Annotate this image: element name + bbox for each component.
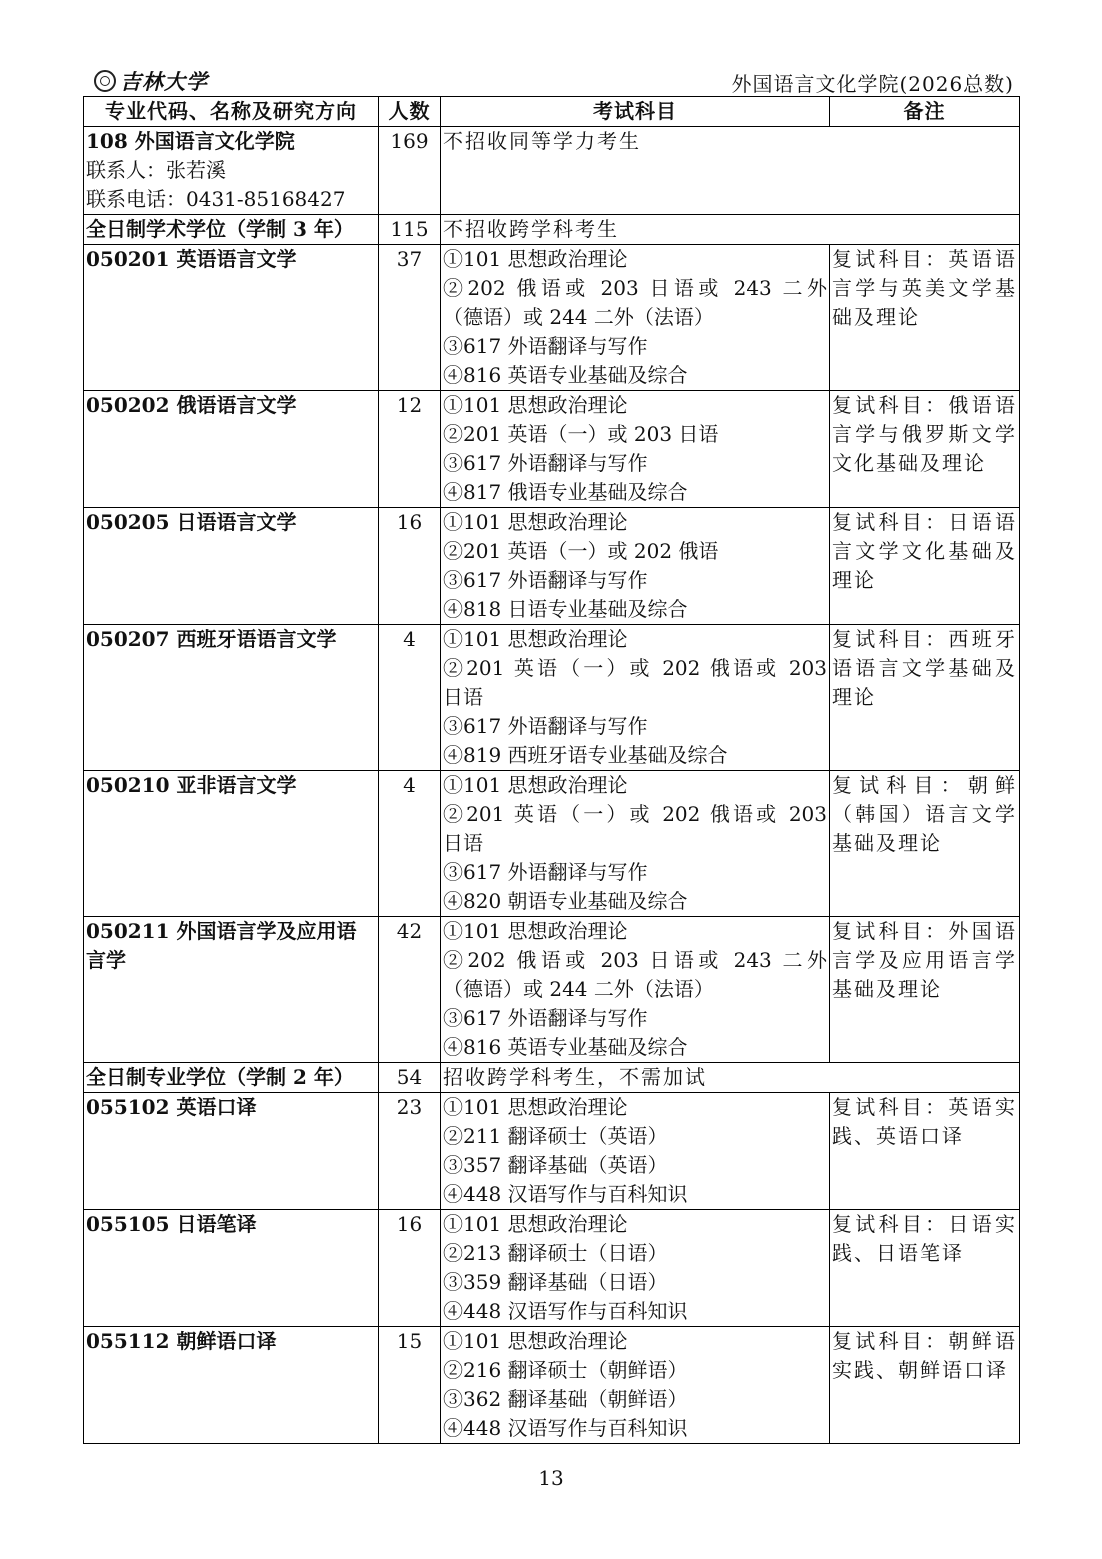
seal-icon bbox=[94, 70, 116, 92]
exam-subjects bbox=[441, 771, 830, 917]
remark-line: 践、英语口译 bbox=[832, 1124, 964, 1148]
section-count: 54 bbox=[379, 1063, 441, 1093]
table-row bbox=[84, 1093, 1020, 1210]
exam-line: ④817 俄语专业基础及综合 bbox=[443, 480, 688, 504]
major-name-line: 050207 西班牙语语言文学 bbox=[86, 627, 337, 651]
exam-line: ④820 朝语专业基础及综合 bbox=[443, 889, 688, 913]
remark-line: 复试科目：西班牙 bbox=[832, 627, 1017, 651]
exam-subjects bbox=[441, 508, 830, 625]
admission-table bbox=[83, 96, 1020, 1444]
major-name bbox=[84, 1093, 379, 1210]
exam-line: ②211 翻译硕士（英语） bbox=[443, 1124, 668, 1148]
major-name-line: 言学 bbox=[86, 948, 126, 972]
exam-line: （德语）或 244 二外（法语） bbox=[443, 977, 714, 1001]
remark-line: 复试科目：朝鲜语 bbox=[832, 1329, 1017, 1353]
exam-line: ③357 翻译基础（英语） bbox=[443, 1153, 668, 1177]
section-note: 招收跨学科考生，不需加试 bbox=[441, 1063, 1020, 1093]
college-name: 108 外国语言文化学院 bbox=[86, 129, 295, 153]
table-row bbox=[84, 625, 1020, 771]
exam-line: ③617 外语翻译与写作 bbox=[443, 568, 648, 592]
remark bbox=[830, 1210, 1020, 1327]
remark-line: 语语言文学基础及 bbox=[832, 656, 1017, 680]
exam-line: ②201 英语（一）或 202 俄语 bbox=[443, 539, 719, 563]
table-header-row bbox=[84, 97, 1020, 127]
remark bbox=[830, 1327, 1020, 1444]
major-name bbox=[84, 917, 379, 1063]
exam-line: ①101 思想政治理论 bbox=[443, 510, 628, 534]
column-header: 备注 bbox=[830, 97, 1020, 127]
major-name bbox=[84, 771, 379, 917]
exam-subjects bbox=[441, 1327, 830, 1444]
major-count: 23 bbox=[379, 1093, 441, 1210]
major-count: 37 bbox=[379, 245, 441, 391]
exam-line: ④448 汉语写作与百科知识 bbox=[443, 1416, 688, 1440]
exam-subjects bbox=[441, 245, 830, 391]
exam-line: ②216 翻译硕士（朝鲜语） bbox=[443, 1358, 688, 1382]
remark bbox=[830, 917, 1020, 1063]
exam-line: ④818 日语专业基础及综合 bbox=[443, 597, 688, 621]
remark-line: 础及理论 bbox=[832, 305, 920, 329]
major-name bbox=[84, 508, 379, 625]
exam-line: ②201 英语（一）或 203 日语 bbox=[443, 422, 719, 446]
exam-subjects bbox=[441, 917, 830, 1063]
exam-line: ③617 外语翻译与写作 bbox=[443, 860, 648, 884]
exam-line: ③617 外语翻译与写作 bbox=[443, 334, 648, 358]
major-count: 42 bbox=[379, 917, 441, 1063]
table-row bbox=[84, 1327, 1020, 1444]
university-logo bbox=[94, 68, 208, 94]
remark bbox=[830, 1093, 1020, 1210]
exam-line: ①101 思想政治理论 bbox=[443, 1329, 628, 1353]
table-row bbox=[84, 771, 1020, 917]
remark-line: 理论 bbox=[832, 568, 876, 592]
exam-line: ②213 翻译硕士（日语） bbox=[443, 1241, 668, 1265]
major-count: 4 bbox=[379, 625, 441, 771]
section-row bbox=[84, 215, 1020, 245]
remark-line: 理论 bbox=[832, 685, 876, 709]
remark-line: 复试科目：英语语 bbox=[832, 247, 1017, 271]
exam-line: ④816 英语专业基础及综合 bbox=[443, 1035, 688, 1059]
college-row bbox=[84, 127, 1020, 215]
table-row bbox=[84, 1210, 1020, 1327]
table-row bbox=[84, 508, 1020, 625]
section-title: 全日制专业学位（学制 2 年） bbox=[84, 1063, 379, 1093]
major-count: 15 bbox=[379, 1327, 441, 1444]
table-row bbox=[84, 245, 1020, 391]
section-note: 不招收跨学科考生 bbox=[441, 215, 1020, 245]
exam-line: ④448 汉语写作与百科知识 bbox=[443, 1182, 688, 1206]
remark-line: 复试科目：俄语语 bbox=[832, 393, 1017, 417]
major-name-line: 050202 俄语语言文学 bbox=[86, 393, 297, 417]
major-count: 12 bbox=[379, 391, 441, 508]
exam-line: ①101 思想政治理论 bbox=[443, 1212, 628, 1236]
exam-subjects bbox=[441, 1210, 830, 1327]
remark bbox=[830, 771, 1020, 917]
exam-line: ②201 英语（一）或 202 俄语或 203 bbox=[443, 802, 827, 826]
exam-line: ②202 俄语或 203 日语或 243 二外 bbox=[443, 276, 827, 300]
exam-subjects bbox=[441, 391, 830, 508]
column-header: 人数 bbox=[379, 97, 441, 127]
college-title: 外国语言文化学院(2026总数) bbox=[731, 72, 1014, 96]
contact-phone: 联系电话：0431-85168427 bbox=[86, 187, 346, 211]
major-name-line: 055102 英语口译 bbox=[86, 1095, 257, 1119]
exam-line: ④819 西班牙语专业基础及综合 bbox=[443, 743, 728, 767]
major-name-line: 050210 亚非语言文学 bbox=[86, 773, 297, 797]
exam-line: ③362 翻译基础（朝鲜语） bbox=[443, 1387, 688, 1411]
remark-line: 复试科目：英语实 bbox=[832, 1095, 1017, 1119]
exam-line: ③617 外语翻译与写作 bbox=[443, 1006, 648, 1030]
exam-subjects bbox=[441, 625, 830, 771]
major-name bbox=[84, 391, 379, 508]
exam-line: ④816 英语专业基础及综合 bbox=[443, 363, 688, 387]
exam-line: ①101 思想政治理论 bbox=[443, 247, 628, 271]
remark bbox=[830, 625, 1020, 771]
remark-line: 基础及理论 bbox=[832, 977, 942, 1001]
exam-line: 日语 bbox=[443, 831, 483, 855]
total-count: 169 bbox=[379, 127, 441, 215]
exam-line: ③617 外语翻译与写作 bbox=[443, 451, 648, 475]
major-name bbox=[84, 1327, 379, 1444]
remark-line: 复试科目：朝鲜 bbox=[832, 773, 1017, 797]
exam-subjects bbox=[441, 1093, 830, 1210]
table-row bbox=[84, 917, 1020, 1063]
remark-line: 复试科目：外国语 bbox=[832, 919, 1017, 943]
exam-line: ③617 外语翻译与写作 bbox=[443, 714, 648, 738]
major-name bbox=[84, 1210, 379, 1327]
logo-text: 吉林大学 bbox=[120, 69, 208, 94]
column-header: 考试科目 bbox=[441, 97, 830, 127]
page-number: 13 bbox=[538, 1466, 564, 1490]
exam-line: ④448 汉语写作与百科知识 bbox=[443, 1299, 688, 1323]
remark-line: 言学与俄罗斯文学 bbox=[832, 422, 1017, 446]
column-header: 专业代码、名称及研究方向 bbox=[84, 97, 379, 127]
remark-line: 言文学文化基础及 bbox=[832, 539, 1017, 563]
major-name-line: 055105 日语笔译 bbox=[86, 1212, 257, 1236]
major-count: 16 bbox=[379, 508, 441, 625]
remark-line: 实践、朝鲜语口译 bbox=[832, 1358, 1008, 1382]
exam-line: （德语）或 244 二外（法语） bbox=[443, 305, 714, 329]
exam-line: ①101 思想政治理论 bbox=[443, 773, 628, 797]
exam-line: 日语 bbox=[443, 685, 483, 709]
remark-line: 践、日语笔译 bbox=[832, 1241, 964, 1265]
remark bbox=[830, 391, 1020, 508]
exam-line: ①101 思想政治理论 bbox=[443, 627, 628, 651]
major-name-line: 050211 外国语言学及应用语 bbox=[86, 919, 357, 943]
section-row bbox=[84, 1063, 1020, 1093]
remark-line: 言学及应用语言学 bbox=[832, 948, 1017, 972]
remark bbox=[830, 508, 1020, 625]
remark-line: 文化基础及理论 bbox=[832, 451, 986, 475]
exam-line: ②201 英语（一）或 202 俄语或 203 bbox=[443, 656, 827, 680]
college-note: 不招收同等学力考生 bbox=[441, 127, 1020, 215]
section-title: 全日制学术学位（学制 3 年） bbox=[84, 215, 379, 245]
remark-line: （韩国）语言文学 bbox=[832, 802, 1017, 826]
remark-line: 复试科目：日语语 bbox=[832, 510, 1017, 534]
remark-line: 复试科目：日语实 bbox=[832, 1212, 1017, 1236]
table-row bbox=[84, 391, 1020, 508]
major-name-line: 055112 朝鲜语口译 bbox=[86, 1329, 277, 1353]
section-count: 115 bbox=[379, 215, 441, 245]
exam-line: ①101 思想政治理论 bbox=[443, 393, 628, 417]
remark-line: 言学与英美文学基 bbox=[832, 276, 1017, 300]
exam-line: ①101 思想政治理论 bbox=[443, 1095, 628, 1119]
exam-line: ①101 思想政治理论 bbox=[443, 919, 628, 943]
remark bbox=[830, 245, 1020, 391]
major-count: 16 bbox=[379, 1210, 441, 1327]
major-name bbox=[84, 245, 379, 391]
major-name bbox=[84, 625, 379, 771]
remark-line: 基础及理论 bbox=[832, 831, 942, 855]
major-count: 4 bbox=[379, 771, 441, 917]
exam-line: ②202 俄语或 203 日语或 243 二外 bbox=[443, 948, 827, 972]
contact-person: 联系人：张若溪 bbox=[86, 158, 226, 182]
exam-line: ③359 翻译基础（日语） bbox=[443, 1270, 668, 1294]
major-name-line: 050205 日语语言文学 bbox=[86, 510, 297, 534]
page-header bbox=[84, 66, 1018, 96]
major-name-line: 050201 英语语言文学 bbox=[86, 247, 297, 271]
